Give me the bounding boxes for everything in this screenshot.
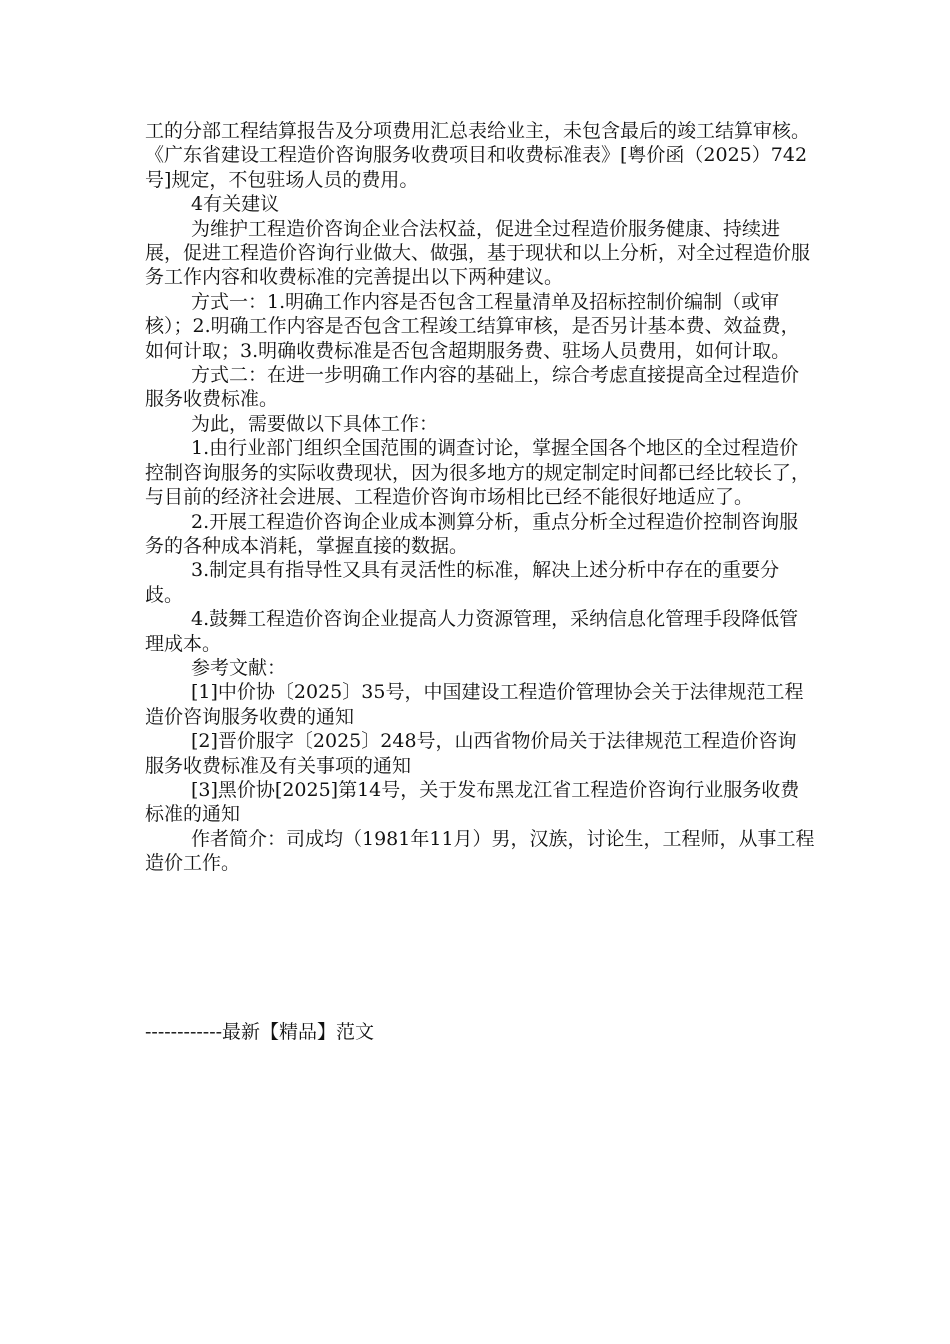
paragraph-method-two: 方式二：在进一步明确工作内容的基础上，综合考虑直接提高全过程造价服务收费标准。 xyxy=(145,364,800,411)
paragraph-work-item-2: 2.开展工程造价咨询企业成本测算分析，重点分析全过程造价控制咨询服务的各种成本消耗，掌握直接的数据。 xyxy=(145,510,799,557)
paragraph-work-item-1: 1.由行业部门组织全国范围的调查讨论，掌握全国各个地区的全过程造价控制咨询服务的实际收费现状，因为很多地方的规定制定时间都已经比较长了，与目前的经济社会进展、工程造价咨询市场相比已经不能很好地适应了。 xyxy=(145,437,811,509)
section-heading-suggestions: 4有关建议 xyxy=(191,193,280,216)
footer-tagline: ------------最新【精品】范文 xyxy=(145,1021,375,1043)
reference-item-1: [1]中价协〔2025〕35号，中国建设工程造价管理协会关于法律规范工程造价咨询服务收费的通知 xyxy=(145,681,804,728)
document-body xyxy=(145,119,815,876)
paragraph-work-intro: 为此，需要做以下具体工作： xyxy=(191,412,439,435)
references-heading: 参考文献： xyxy=(191,656,287,679)
paragraph-method-one: 方式一：1.明确工作内容是否包含工程量清单及招标控制价编制（或审核）；2.明确工作内容是否包含工程竣工结算审核，是否另计基本费、效益费，如何计取；3.明确收费标准是否包含超期服务费、驻场人员费用，如何计取。 xyxy=(145,290,800,362)
paragraph-continuation: 工的分部工程结算报告及分项费用汇总表给业主，未包含最后的竣工结算审核。《广东省建设工程造价咨询服务收费项目和收费标准表》[粤价函（2025）742号]规定，不包驻场人员的费用。 xyxy=(145,120,811,191)
paragraph-work-item-4: 4.鼓舞工程造价咨询企业提高人力资源管理，采纳信息化管理手段降低管理成本。 xyxy=(145,608,799,655)
paragraph-intro: 为维护工程造价咨询企业合法权益，促进全过程造价服务健康、持续进展，促进工程造价咨询行业做大、做强，基于现状和以上分析，对全过程造价服务工作内容和收费标准的完善提出以下两种建议。 xyxy=(145,217,811,289)
paragraph-work-item-3: 3.制定具有指导性又具有灵活性的标准，解决上述分析中存在的重要分歧。 xyxy=(145,559,780,606)
reference-item-2: [2]晋价服字〔2025〕248号，山西省物价局关于法律规范工程造价咨询服务收费标准及有关事项的通知 xyxy=(145,730,797,777)
author-bio: 作者简介：司成均（1981年11月）男，汉族，讨论生，工程师，从事工程造价工作。 xyxy=(145,827,815,875)
reference-item-3: [3]黑价协[2025]第14号，关于发布黑龙江省工程造价咨询行业服务收费标准的通知 xyxy=(145,778,800,826)
